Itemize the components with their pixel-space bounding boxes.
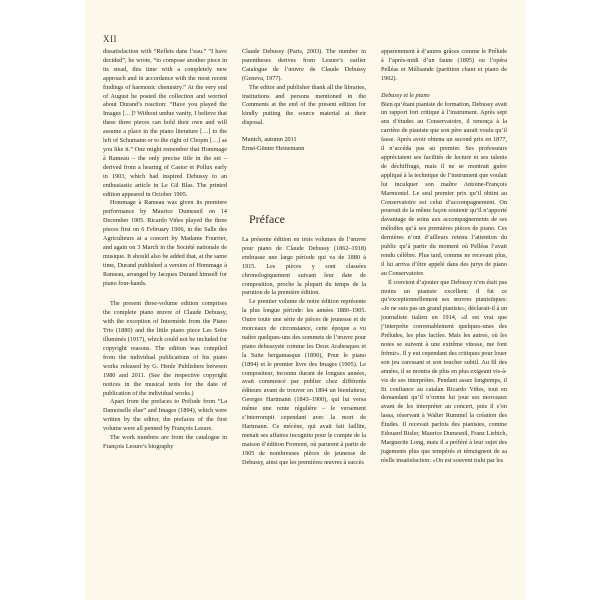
paragraph: The editor and publisher thank all the libraries, institutions and persons mentioned in the Comments at the end of the present edition for kindly putting the source material at their disposal. [242, 83, 366, 127]
paragraph: The work numbers are from the catalogue in François Lesure’s biography [103, 434, 227, 450]
paragraph: Le premier volume de notre édition représente la plus longue période: les années 1880–1905. Outre toute une série de pièces de jeunesse et de morceaux de circonstance, cette époque a vu naître quelques-uns des sommets de l’œuvre pour piano debussyste comme les Deux Arabesques et la Suite bergamasque (1890), Pour le piano (1894) et le premier livre des Images (1905). Le compositeur, inconnu durant de longues années, avait commencé par publier chez différents éditeurs avant de trouver en 1894 un bienfaiteur, Georges Hartmann (1843–1900), qui lui versa même une rente régulière – le versement s’interrompit cependant avec la mort de Hartmann. Ce mécène, qui avait fait faillite, menait ses affaires incognito pour le compte de la maison d’édition Fromont, où parurent à partir de 1905 de nombreuses pièces de jeunesse de Debussy, ainsi que les premières œuvres à succès [242, 298, 366, 466]
page-number: XII [103, 34, 117, 44]
paragraph: apparemment à d’autres grâces comme le Prélude à l’après-midi d’un faune (1895) ou l’opéra Pelléas et Mélisande (partition chant et piano de 1902). [381, 48, 507, 82]
paragraph: dissatisfaction with “Reflets dans l’eau.” “I have decided”, he wrote, “to compose another piece in its stead, this time with a completely new approach and in accordance with the most recent findings of harmonic chemistry.” At the very end of August he posted the collection and worried about Durand’s reaction: “Have you played the Images […]? Without undue vanity, I believe that these three pieces can hold their own and will assume a place in the piano literature […] to the left of Schumann or to the right of Chopin […] as you like it.” One might remember that Hommage à Rameau – the only precise title in the set – derived from a hearing of Castor et Pollux early in 1903, which had inspired Debussy to an enthusiastic article in Le Gil Blas. The printed edition appeared in October 1905. [103, 48, 227, 198]
column-english-french [242, 48, 366, 468]
paragraph: Apart from the prefaces to Prélude from “La Damoiselle élue” and Images (1894), which were written by the editor, the prefaces of the first volume were all penned by François Lesure. [103, 398, 227, 433]
paragraph: Claude Debussy (Paris, 2003). The number in parentheses derives from Lesure’s earlier Catalogue de l’œuvre de Claude Debussy (Geneva, 1977). [242, 48, 366, 82]
paragraph: The present three-volume edition comprises the complete piano œuvre of Claude Debussy, with the exception of Intermède from the Piano Trio (1880) and the little piano piece Les Soirs illuminés (1917), which could not be included for copyright reasons. The edition was compiled from the individual publications of his piano works released by G. Henle Publishers between 1980 and 2011. (See the respective copyright notices in the musical texts for the date of publication of the individual works.) [103, 300, 227, 397]
paragraph: Bien qu’étant pianiste de formation, Debussy avait un rapport fort critique à l’instrument. Après sept ans d’études au Conservatoire, il renonça à la carrière de pianiste que son père aurait voulu qu’il fasse. Après avoir obtenu un second prix en 1877, il n’accéda pas au premier. Ses professeurs appréciaient ses facilités de lecture et ses talents de déchiffrage, mais il ne se montrait guère appliqué à la technique de l’instrument que voulait lui inculquer son maître Antoine-François Marmontel. Le seul premier prix qu’il obtint au Conservatoire est celui d’accompagnement. On pourrait de la même façon soutenir qu’il n’apporté davantage de soins aux accompagnements de ses mélodies qu’à ses premières pièces de piano. Ces dernières n’ont d’ailleurs retenu l’attention du public qu’à partir du moment où Pelléas l’avait rendu célèbre. Plus tard, comme ne recevant plus, il lui arriva d’être appelé dans des jurys de piano au Conservatoire. [381, 100, 507, 277]
paragraph: Hommage à Rameau was given its premiere performance by Maurice Dumesnil on 14 December 1905. Ricardo Viñes played the three pieces first on 6 February 1906, in the Salle des Agriculteurs at a concert by Madame Fourrier, and again on 3 March in the Société nationale de musique. It should also be added that, at the same time, Durand published a version of Hommage à Rameau, arranged by Jacques Durand himself for piano four-hands. [103, 199, 227, 287]
paragraph: Il convient d’ajouter que Debussy n’en était pas moins un pianiste excellent: il fut ce qu’exceptionnellement ses œuvres pianistiques: «Je ne suis pas un grand pianiste», déclarait-il à un journaliste italien en 1914, «il est vrai que j’interprète convenablement quelques-unes des Préludes, les plus faciles. Mais les autres, où les notes se suivent à une extrême vitesse, me font frémir». Il y eut cependant des critiques pour louer son jeu caressant et son toucher subtil. Au fil des années, il se montra de plus en plus exigeant vis-à-vis de ses interprètes. Pendant assez longtemps, il fit confiance au catalan Ricardo Viñes, tout en demandant qu’il n’ornne lui joue ses morceaux avant de les interpréter au concert, puis il s’en lassa, réservant à Walter Rummel la création des Études. Il recevait parfois des pianistes, comme Edouard Risler, Maurice Dumesnil, Franz Liebich, Marguerite Long, mais il a préféré à leur sujet des jugements plus que tempérés et témoignent de sa réelle insatisfaction: «On est souvent trahi par les [381, 278, 507, 464]
column-english-1 [103, 48, 227, 452]
subheading: Debussy et le piano [381, 91, 430, 99]
column-french-2 [381, 48, 507, 466]
paragraph: La présente édition en trois volumes de l’œuvre pour piano de Claude Debussy (1862–1918) embrasse une large période qui va de 1880 à 1915. Les pièces y sont classées chronologiquement suivant leur date de composition, proche la plupart du temps de la parution de la première édition. [242, 235, 366, 297]
signature-name: Ernst-Günter Heinemann [242, 145, 305, 153]
section-heading: Préface [249, 211, 285, 226]
book-page [85, 0, 525, 600]
signature-place: Munich, autumn 2011 [242, 136, 297, 144]
